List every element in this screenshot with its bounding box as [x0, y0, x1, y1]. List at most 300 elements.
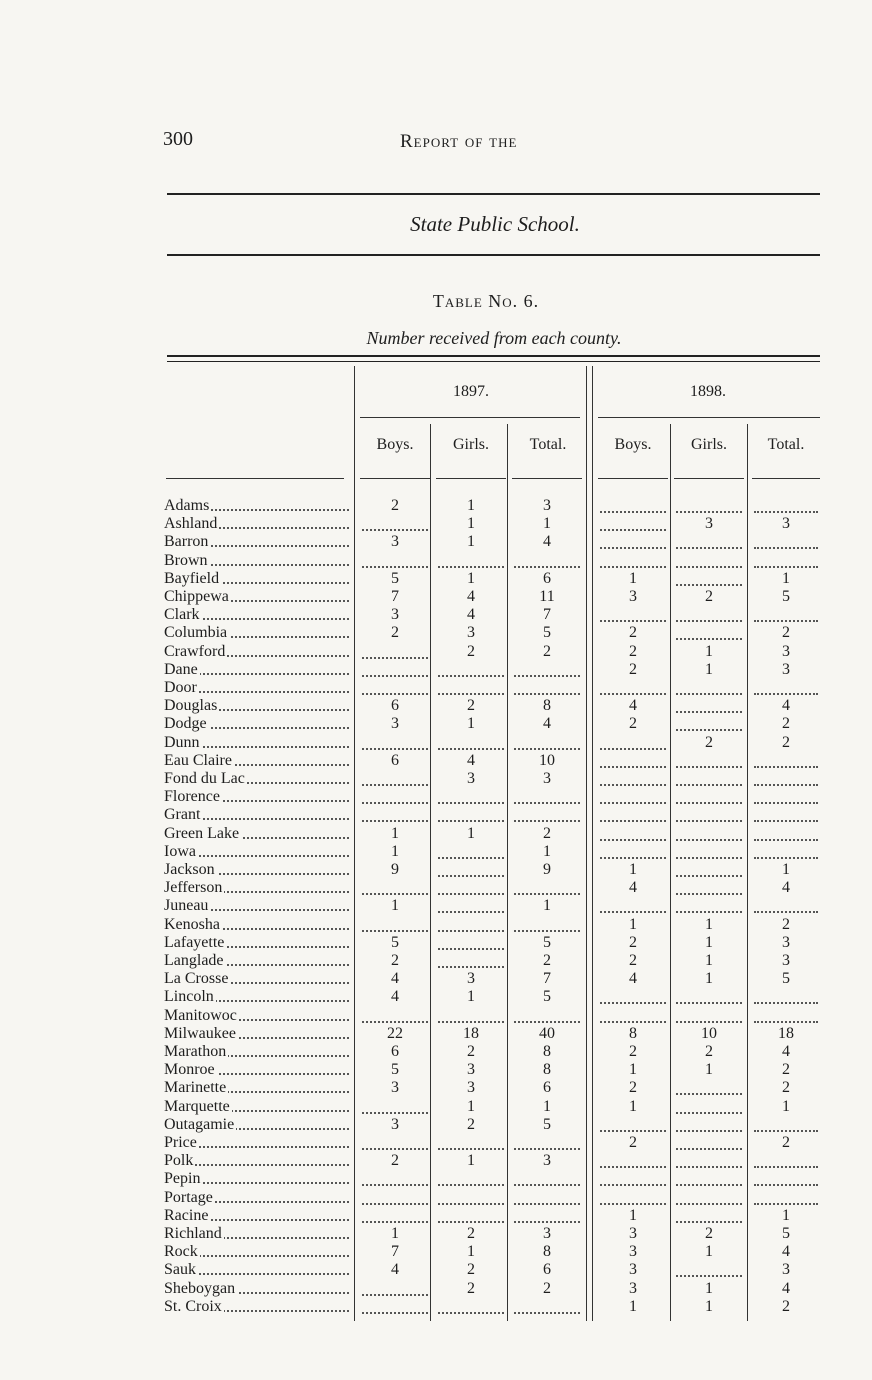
cell-total-1897 — [510, 1134, 584, 1152]
cell-boys-1898: 4 — [629, 970, 637, 988]
cell-boys-1897: 3 — [391, 1079, 399, 1097]
table-row — [164, 1152, 824, 1170]
county-label: Portage — [164, 1188, 213, 1206]
cell-total-1898 — [750, 1189, 822, 1207]
cell-girls-1897 — [434, 1298, 508, 1316]
cell-girls-1897 — [434, 806, 508, 824]
table-row — [164, 1261, 824, 1279]
cell-girls-1897 — [434, 897, 508, 915]
cell-boys-1897: 1 — [391, 842, 399, 860]
cell-total-1898 — [750, 606, 822, 624]
table-row — [164, 552, 824, 570]
cell-boys-1898: 2 — [629, 933, 637, 951]
county-name — [164, 679, 351, 697]
county-name — [164, 1061, 351, 1079]
cell-boys-1897 — [358, 1098, 432, 1116]
cell-boys-1898 — [596, 806, 670, 824]
cell-girls-1897: 1 — [467, 824, 475, 842]
table-row — [164, 679, 824, 697]
table-row — [164, 752, 824, 770]
county-name — [164, 606, 351, 624]
county-name — [164, 515, 351, 533]
cell-boys-1897: 6 — [391, 751, 399, 769]
cell-total-1898: 5 — [782, 970, 790, 988]
county-label: St. Croix — [164, 1297, 222, 1315]
county-label: Racine — [164, 1206, 209, 1224]
table-row — [164, 533, 824, 551]
cell-boys-1897 — [358, 734, 432, 752]
cell-total-1897: 9 — [543, 861, 551, 878]
table-row — [164, 1170, 824, 1188]
cell-boys-1897: 3 — [391, 606, 399, 624]
cell-girls-1898 — [672, 825, 746, 843]
table-row — [164, 697, 824, 715]
cell-boys-1898: 1 — [629, 1206, 637, 1224]
cell-total-1897: 5 — [543, 933, 551, 951]
cell-girls-1897: 1 — [467, 988, 475, 1006]
table-row — [164, 1280, 824, 1298]
cell-girls-1897 — [434, 916, 508, 934]
cell-girls-1898 — [672, 1079, 746, 1097]
cell-boys-1897: 7 — [391, 1243, 399, 1261]
cell-girls-1898 — [672, 533, 746, 551]
county-label: Barron — [164, 533, 209, 551]
cell-boys-1898: 2 — [629, 660, 637, 678]
county-label: Outagamie — [164, 1115, 235, 1133]
cell-girls-1897 — [434, 1189, 508, 1207]
county-label: Brown — [164, 551, 208, 569]
county-label: Lincoln — [164, 988, 214, 1006]
cell-boys-1897: 3 — [391, 1115, 399, 1133]
cell-total-1898: 2 — [782, 624, 790, 642]
cell-total-1897 — [510, 734, 584, 752]
cell-girls-1897 — [434, 1134, 508, 1152]
county-name — [164, 934, 351, 952]
county-label: Green Lake — [164, 824, 240, 842]
cell-boys-1897: 5 — [391, 569, 399, 587]
cell-total-1898: 2 — [782, 1061, 790, 1079]
cell-boys-1898: 1 — [629, 915, 637, 933]
cell-girls-1898 — [672, 843, 746, 861]
cell-total-1897 — [510, 1170, 584, 1188]
county-name — [164, 552, 351, 570]
cell-total-1897: 1 — [543, 1097, 551, 1115]
cell-boys-1897 — [358, 770, 432, 788]
cell-girls-1898 — [672, 770, 746, 788]
county-name — [164, 897, 351, 915]
county-label: Dunn — [164, 733, 200, 751]
county-name — [164, 570, 351, 588]
county-name — [164, 533, 351, 551]
county-label: Rock — [164, 1243, 198, 1261]
table-row — [164, 624, 824, 642]
cell-girls-1898 — [672, 861, 746, 879]
cell-total-1897 — [510, 1189, 584, 1207]
cell-total-1897: 7 — [543, 606, 551, 624]
county-label: Marathon — [164, 1043, 227, 1060]
table-row — [164, 806, 824, 824]
county-label: Monroe — [164, 1061, 215, 1079]
table-row — [164, 988, 824, 1006]
cell-total-1897 — [510, 1298, 584, 1316]
cell-girls-1898 — [672, 497, 746, 515]
county-label: Chippewa — [164, 588, 229, 605]
county-name — [164, 734, 351, 752]
cell-girls-1897: 1 — [467, 569, 475, 587]
table-top-rule-2 — [167, 361, 820, 362]
cell-girls-1897: 2 — [467, 1279, 475, 1297]
cell-boys-1898: 3 — [629, 1243, 637, 1261]
cell-total-1898 — [750, 897, 822, 915]
cell-boys-1898: 1 — [629, 861, 637, 878]
cell-girls-1898: 2 — [705, 588, 713, 605]
cell-total-1898: 4 — [782, 1243, 790, 1261]
table-row — [164, 770, 824, 788]
cell-total-1897: 40 — [539, 1024, 555, 1042]
cell-girls-1897 — [434, 952, 508, 970]
county-label: Polk — [164, 1152, 194, 1170]
cell-boys-1898: 2 — [629, 624, 637, 642]
cell-boys-1898 — [596, 515, 670, 533]
table-row — [164, 861, 824, 879]
cell-boys-1898: 2 — [629, 642, 637, 660]
cell-boys-1898: 1 — [629, 1097, 637, 1115]
cell-total-1898 — [750, 825, 822, 843]
table-row — [164, 970, 824, 988]
column-header-girls-1898: Girls. — [691, 436, 727, 453]
cell-boys-1897: 4 — [391, 1261, 399, 1279]
cell-boys-1898 — [596, 1170, 670, 1188]
county-label: Milwaukee — [164, 1024, 236, 1042]
cell-girls-1897: 3 — [467, 1079, 475, 1097]
cell-total-1897: 4 — [543, 715, 551, 733]
cell-girls-1897 — [434, 661, 508, 679]
cell-total-1897: 10 — [539, 751, 555, 769]
cell-total-1897: 1 — [543, 897, 551, 915]
cell-total-1897: 1 — [543, 842, 551, 860]
cell-total-1897: 3 — [543, 770, 551, 787]
table-row — [164, 661, 824, 679]
cell-total-1898: 1 — [782, 1097, 790, 1115]
cell-boys-1898: 8 — [629, 1024, 637, 1042]
cell-girls-1898 — [672, 679, 746, 697]
cell-boys-1897: 22 — [387, 1024, 403, 1042]
cell-girls-1898 — [672, 624, 746, 642]
cell-boys-1897: 6 — [391, 1043, 399, 1060]
table-row — [164, 1134, 824, 1152]
table-row — [164, 879, 824, 897]
cell-boys-1897 — [358, 661, 432, 679]
cell-boys-1897 — [358, 1134, 432, 1152]
cell-girls-1898 — [672, 570, 746, 588]
cell-total-1898: 4 — [782, 697, 790, 715]
cell-boys-1898: 2 — [629, 1043, 637, 1060]
column-header-girls-1897: Girls. — [453, 436, 489, 453]
cell-total-1897: 2 — [543, 1279, 551, 1297]
cell-girls-1898: 1 — [705, 915, 713, 933]
page-number: 300 — [163, 128, 193, 150]
cell-girls-1897: 1 — [467, 715, 475, 733]
cell-girls-1898 — [672, 1207, 746, 1225]
cell-girls-1898: 2 — [705, 1225, 713, 1242]
county-label: Price — [164, 1134, 197, 1151]
cell-boys-1898: 1 — [629, 569, 637, 587]
cell-girls-1897: 1 — [467, 533, 475, 551]
cell-girls-1898 — [672, 806, 746, 824]
table-row — [164, 1298, 824, 1316]
header-underline — [360, 478, 430, 479]
cell-boys-1898: 3 — [629, 588, 637, 605]
county-name — [164, 1207, 351, 1225]
cell-boys-1897 — [358, 552, 432, 570]
county-label: Juneau — [164, 897, 209, 915]
column-header-boys-1897: Boys. — [376, 436, 414, 453]
cell-girls-1898 — [672, 1189, 746, 1207]
cell-total-1897: 1 — [543, 515, 551, 533]
table-row — [164, 916, 824, 934]
cell-boys-1898 — [596, 788, 670, 806]
county-label: La Crosse — [164, 970, 229, 988]
column-header-boys-1898: Boys. — [614, 436, 652, 453]
county-label: Sheboygan — [164, 1279, 236, 1297]
cell-total-1897 — [510, 661, 584, 679]
cell-total-1897: 4 — [543, 533, 551, 551]
county-name — [164, 770, 351, 788]
cell-boys-1898 — [596, 1007, 670, 1025]
cell-girls-1897 — [434, 552, 508, 570]
cell-boys-1897 — [358, 916, 432, 934]
cell-total-1897 — [510, 552, 584, 570]
cell-boys-1898: 3 — [629, 1261, 637, 1279]
county-name — [164, 1280, 351, 1298]
cell-girls-1898: 3 — [705, 515, 713, 533]
year-underline — [598, 417, 820, 418]
county-name — [164, 661, 351, 679]
cell-girls-1897 — [434, 679, 508, 697]
county-label: Manitowoc — [164, 1006, 237, 1024]
table-row — [164, 715, 824, 733]
county-label: Door — [164, 679, 197, 696]
cell-total-1898 — [750, 843, 822, 861]
county-label: Marquette — [164, 1097, 230, 1115]
cell-girls-1898: 1 — [705, 970, 713, 988]
cell-total-1898: 4 — [782, 1043, 790, 1060]
cell-boys-1897 — [358, 515, 432, 533]
cell-boys-1898 — [596, 1152, 670, 1170]
cell-boys-1898: 2 — [629, 1079, 637, 1097]
cell-total-1898 — [750, 1170, 822, 1188]
table-row — [164, 570, 824, 588]
county-name — [164, 1298, 351, 1316]
cell-girls-1897: 3 — [467, 1061, 475, 1079]
cell-boys-1897 — [358, 879, 432, 897]
cell-total-1898: 2 — [782, 1134, 790, 1151]
table-row — [164, 952, 824, 970]
cell-girls-1897: 1 — [467, 1097, 475, 1115]
cell-boys-1898 — [596, 825, 670, 843]
cell-girls-1897: 4 — [467, 588, 475, 605]
cell-boys-1898 — [596, 752, 670, 770]
cell-girls-1898: 1 — [705, 660, 713, 678]
cell-total-1898: 2 — [782, 915, 790, 933]
cell-boys-1898: 2 — [629, 952, 637, 969]
cell-total-1897: 7 — [543, 970, 551, 988]
cell-total-1897: 5 — [543, 988, 551, 1006]
cell-total-1898: 3 — [782, 660, 790, 678]
cell-total-1897: 3 — [543, 1152, 551, 1170]
cell-total-1897: 8 — [543, 1243, 551, 1261]
cell-total-1897: 2 — [543, 952, 551, 969]
county-name — [164, 1098, 351, 1116]
cell-boys-1897: 5 — [391, 933, 399, 951]
cell-girls-1898 — [672, 715, 746, 733]
table-row — [164, 1243, 824, 1261]
cell-boys-1897 — [358, 788, 432, 806]
header-underline — [598, 478, 668, 479]
county-name — [164, 1116, 351, 1134]
cell-total-1897: 3 — [543, 497, 551, 514]
cell-total-1898 — [750, 806, 822, 824]
header-underline — [752, 478, 820, 479]
table-row — [164, 1116, 824, 1134]
table-row — [164, 588, 824, 606]
cell-boys-1898 — [596, 734, 670, 752]
table-row — [164, 934, 824, 952]
cell-total-1897 — [510, 679, 584, 697]
cell-girls-1898 — [672, 879, 746, 897]
cell-boys-1898: 1 — [629, 1297, 637, 1315]
cell-girls-1898: 1 — [705, 1297, 713, 1315]
county-name — [164, 624, 351, 642]
county-name — [164, 970, 351, 988]
cell-girls-1898: 2 — [705, 733, 713, 751]
cell-total-1898: 1 — [782, 861, 790, 878]
cell-total-1897: 5 — [543, 624, 551, 642]
cell-total-1898: 18 — [778, 1024, 794, 1042]
cell-total-1898 — [750, 552, 822, 570]
table-row — [164, 643, 824, 661]
cell-total-1898: 1 — [782, 569, 790, 587]
county-name — [164, 825, 351, 843]
cell-total-1898 — [750, 752, 822, 770]
county-label: Ashland — [164, 515, 218, 533]
cell-girls-1898 — [672, 1152, 746, 1170]
cell-total-1898: 1 — [782, 1206, 790, 1224]
cell-total-1898: 3 — [782, 642, 790, 660]
cell-girls-1897: 1 — [467, 515, 475, 533]
county-name — [164, 752, 351, 770]
cell-total-1897: 2 — [543, 824, 551, 842]
cell-girls-1898 — [672, 1261, 746, 1279]
county-name — [164, 952, 351, 970]
table-row — [164, 1225, 824, 1243]
cell-girls-1898 — [672, 988, 746, 1006]
cell-girls-1897: 3 — [467, 970, 475, 988]
county-name — [164, 916, 351, 934]
county-name — [164, 588, 351, 606]
cell-total-1897 — [510, 879, 584, 897]
county-name — [164, 788, 351, 806]
year-1897-header: 1897. — [453, 383, 489, 400]
cell-boys-1897 — [358, 643, 432, 661]
cell-girls-1898 — [672, 552, 746, 570]
cell-girls-1897: 4 — [467, 751, 475, 769]
county-name — [164, 1025, 351, 1043]
cell-boys-1898 — [596, 552, 670, 570]
table-row — [164, 897, 824, 915]
cell-total-1898: 2 — [782, 1297, 790, 1315]
cell-total-1898: 3 — [782, 952, 790, 969]
cell-girls-1897: 4 — [467, 606, 475, 624]
cell-girls-1897: 3 — [467, 770, 475, 787]
cell-boys-1897: 1 — [391, 897, 399, 915]
county-label: Sauk — [164, 1261, 196, 1279]
cell-boys-1898 — [596, 897, 670, 915]
cell-boys-1898: 4 — [629, 879, 637, 897]
county-label: Adams — [164, 497, 210, 514]
cell-total-1897: 11 — [539, 588, 555, 605]
county-name — [164, 861, 351, 879]
cell-girls-1898: 1 — [705, 1061, 713, 1079]
cell-boys-1898 — [596, 988, 670, 1006]
county-name — [164, 697, 351, 715]
county-label: Columbia — [164, 624, 228, 642]
cell-total-1898 — [750, 533, 822, 551]
cell-total-1898: 2 — [782, 733, 790, 751]
cell-total-1898: 4 — [782, 1279, 790, 1297]
cell-total-1897: 8 — [543, 1061, 551, 1079]
cell-boys-1897: 4 — [391, 988, 399, 1006]
cell-total-1897: 3 — [543, 1225, 551, 1242]
county-name — [164, 497, 351, 515]
top-rule — [167, 193, 820, 195]
table-row — [164, 1098, 824, 1116]
cell-boys-1897 — [358, 1007, 432, 1025]
page-subtitle: State Public School. — [410, 212, 580, 236]
cell-total-1898: 4 — [782, 879, 790, 897]
table-row — [164, 1025, 824, 1043]
cell-total-1898 — [750, 497, 822, 515]
cell-boys-1898: 3 — [629, 1279, 637, 1297]
cell-girls-1897: 1 — [467, 1243, 475, 1261]
cell-boys-1897: 9 — [391, 861, 399, 878]
county-label: Crawford — [164, 642, 226, 660]
county-name — [164, 643, 351, 661]
county-name — [164, 843, 351, 861]
cell-girls-1898 — [672, 697, 746, 715]
cell-boys-1897: 2 — [391, 952, 399, 969]
running-head: Report of the — [400, 131, 518, 152]
cell-total-1898 — [750, 1007, 822, 1025]
cell-total-1897 — [510, 788, 584, 806]
table-row — [164, 1043, 824, 1061]
cell-girls-1898: 1 — [705, 1243, 713, 1261]
county-name — [164, 1189, 351, 1207]
cell-girls-1898 — [672, 1170, 746, 1188]
cell-girls-1898 — [672, 606, 746, 624]
cell-girls-1897 — [434, 879, 508, 897]
county-name — [164, 1225, 351, 1243]
cell-total-1897 — [510, 806, 584, 824]
cell-total-1897: 6 — [543, 1261, 551, 1279]
cell-boys-1898 — [596, 606, 670, 624]
cell-girls-1897: 1 — [467, 1152, 475, 1170]
cell-girls-1897 — [434, 1207, 508, 1225]
county-name — [164, 1007, 351, 1025]
cell-girls-1897 — [434, 734, 508, 752]
cell-girls-1897: 2 — [467, 1225, 475, 1242]
header-underline — [512, 478, 582, 479]
